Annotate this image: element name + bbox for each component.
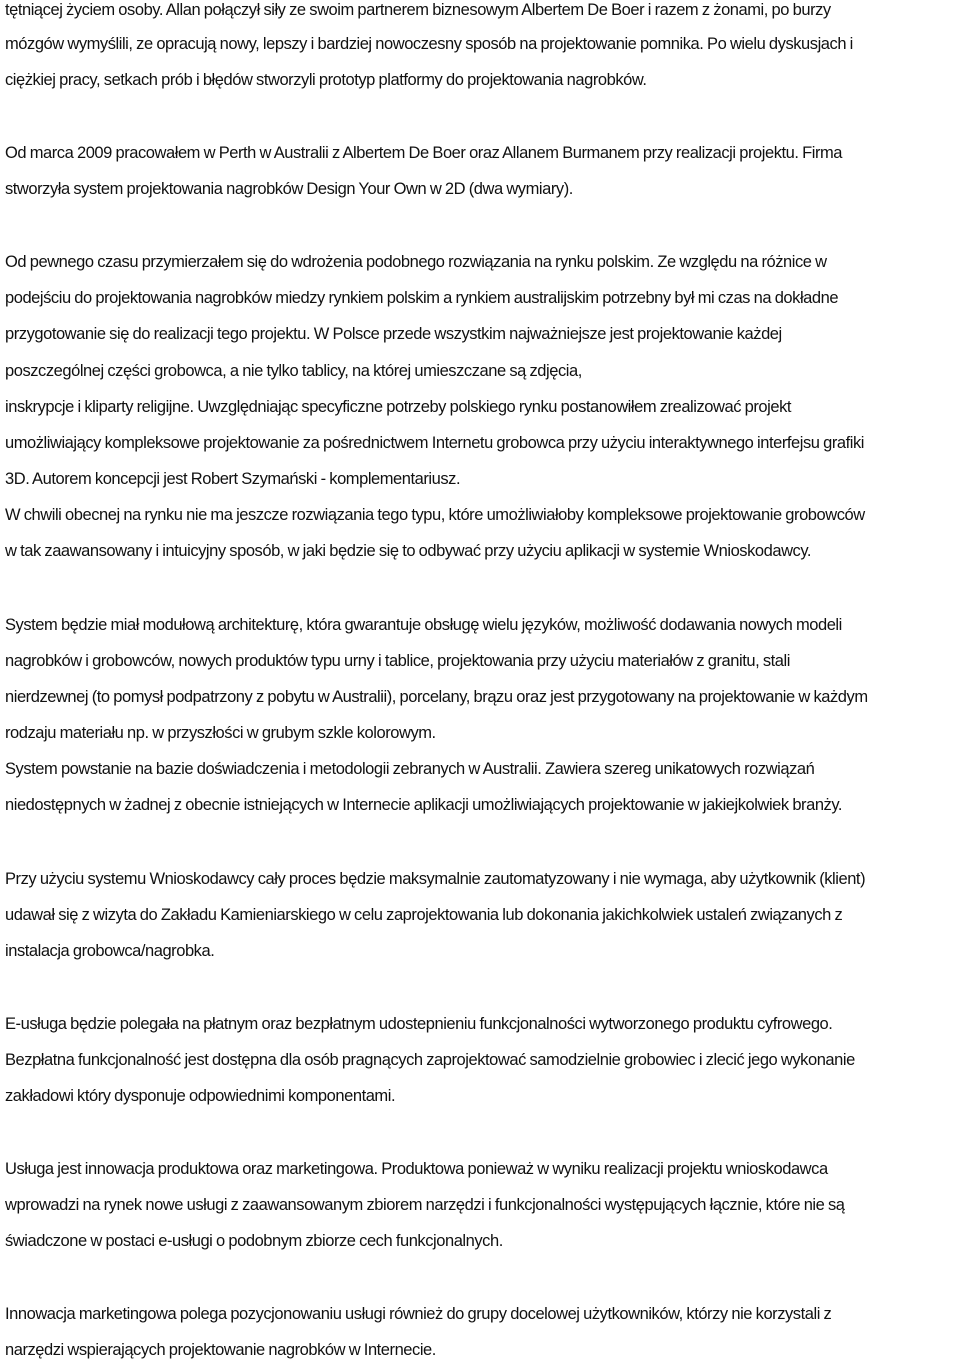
text-line: poszczególnej części grobowca, a nie tylko tablicy, na której umieszczane są zdjęcia, xyxy=(5,362,582,380)
text-line: nagrobków i grobowców, nowych produktów typu urny i tablice, projektowania przy użyciu materiałów z granitu, stali xyxy=(5,652,790,670)
text-line: System powstanie na bazie doświadczenia i metodologii zebranych w Australii. Zawiera szereg unikatowych rozwiązań xyxy=(5,760,815,778)
text-line: tętniącej życiem osoby. Allan połączył siły ze swoim partnerem biznesowym Albertem De Boer i razem z żonami, po burzy xyxy=(5,1,831,19)
text-line: Bezpłatna funkcjonalność jest dostępna dla osób pragnących zaprojektować samodzielnie grobowiec i zlecić jego wykonanie xyxy=(5,1051,855,1069)
text-line: umożliwiający kompleksowe projektowanie za pośrednictwem Internetu grobowca przy użyciu interaktywnego interfejsu grafiki xyxy=(5,434,864,452)
text-line: E-usługa będzie polegała na płatnym oraz bezpłatnym udostepnieniu funkcjonalności wytworzonego produktu cyfrowego. xyxy=(5,1015,833,1033)
text-line: Od pewnego czasu przymierzałem się do wdrożenia podobnego rozwiązania na rynku polskim. Ze względu na różnice w xyxy=(5,253,827,271)
text-line: mózgów wymyślili, ze opracują nowy, lepszy i bardziej nowoczesny sposób na projektowanie pomnika. Po wielu dyskusjach i xyxy=(5,35,853,53)
text-line: inskrypcje i kliparty religijne. Uwzględniając specyficzne potrzeby polskiego rynku postanowiłem zrealizować projekt xyxy=(5,398,792,416)
text-line: Usługa jest innowacja produktowa oraz marketingowa. Produktowa ponieważ w wyniku realizacji projektu wnioskodawca xyxy=(5,1160,828,1178)
text-line: w tak zaawansowany i intuicyjny sposób, w jaki będzie się to odbywać przy użyciu aplikacji w systemie Wnioskodawcy. xyxy=(5,542,812,560)
text-line: ciężkiej pracy, setkach prób i błędów stworzyli prototyp platformy do projektowania nagrobków. xyxy=(5,71,647,89)
text-line: przygotowanie się do realizacji tego projektu. W Polsce przede wszystkim najważniejsze jest projektowanie każdej xyxy=(5,325,782,343)
text-line: Innowacja marketingowa polega pozycjonowaniu usługi również do grupy docelowej użytkowników, którzy nie korzystali z xyxy=(5,1305,832,1323)
text-line: zakładowi który dysponuje odpowiednimi komponentami. xyxy=(5,1087,396,1105)
text-line: podejściu do projektowania nagrobków miedzy rynkiem polskim a rynkiem australijskim potrzebny był mi czas na dokładne xyxy=(5,289,839,307)
text-line: 3D. Autorem koncepcji jest Robert Szymański - komplementariusz. xyxy=(5,470,461,488)
text-line: instalacja grobowca/nagrobka. xyxy=(5,942,215,960)
text-line: narzędzi wspierających projektowanie nagrobków w Internecie. xyxy=(5,1341,436,1359)
text-line: W chwili obecnej na rynku nie ma jeszcze rozwiązania tego typu, które umożliwiałoby kompleksowe projektowanie grobowców xyxy=(5,506,865,524)
text-line: Od marca 2009 pracowałem w Perth w Australii z Albertem De Boer oraz Allanem Burmanem przy realizacji projektu. Firma xyxy=(5,144,843,162)
text-line: świadczone w postaci e-usługi o podobnym zbiorze cech funkcjonalnych. xyxy=(5,1232,503,1250)
text-line: rodzaju materiału np. w przyszłości w grubym szkle kolorowym. xyxy=(5,724,436,742)
text-line: stworzyła system projektowania nagrobków Design Your Own w 2D (dwa wymiary). xyxy=(5,180,573,198)
text-line: System będzie miał modułową architekturę, która gwarantuje obsługę wielu języków, możliwość dodawania nowych modeli xyxy=(5,616,842,634)
text-line: Przy użyciu systemu Wnioskodawcy cały proces będzie maksymalnie zautomatyzowany i nie wymaga, aby użytkownik (klient) xyxy=(5,870,866,888)
text-line: nierdzewnej (to pomysł podpatrzony z pobytu w Australii), porcelany, brązu oraz jest przygotowany na projektowanie w każdym xyxy=(5,688,868,706)
text-line: wprowadzi na rynek nowe usługi z zaawansowanym zbiorem narzędzi i funkcjonalności występujących łącznie, które nie są xyxy=(5,1196,845,1214)
text-line: niedostępnych w żadnej z obecnie istniejących w Internecie aplikacji umożliwiających projektowanie w jakiejkolwiek branży. xyxy=(5,796,843,814)
text-line: udawał się z wizyta do Zakładu Kamieniarskiego w celu zaprojektowania lub dokonania jakichkolwiek ustaleń związanych z xyxy=(5,906,843,924)
